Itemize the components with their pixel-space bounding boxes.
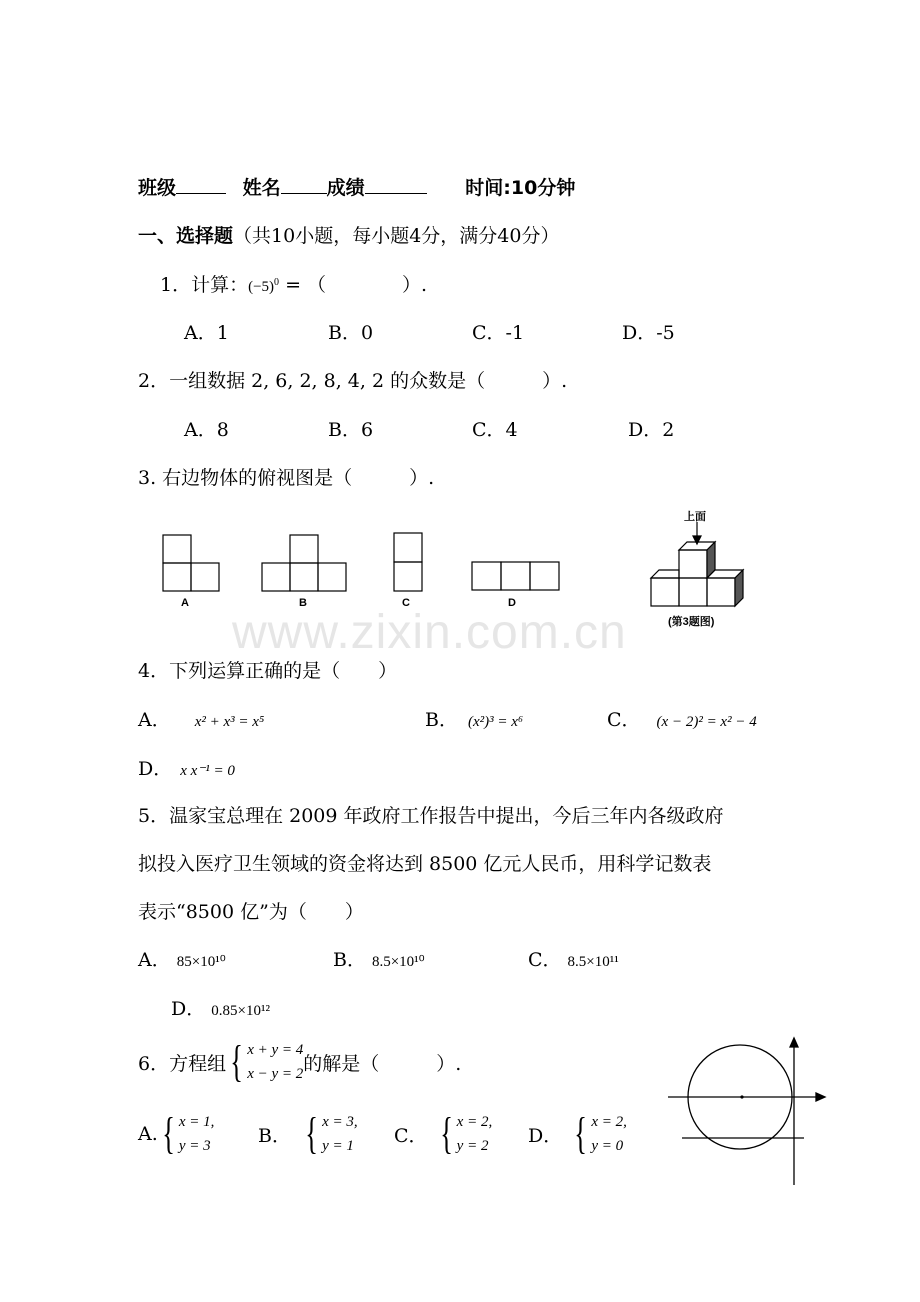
- q6-c-y: y = 2: [456, 1138, 489, 1154]
- q3-label-b: B: [299, 597, 307, 609]
- q6-option-d[interactable]: [528, 1110, 627, 1158]
- q6-brace: {: [230, 1037, 243, 1086]
- q4-c-label: C．: [607, 709, 641, 731]
- q5-option-d[interactable]: [171, 994, 270, 1021]
- score-label: 成绩: [326, 177, 365, 199]
- q6-d-y: y = 0: [591, 1138, 624, 1154]
- q6-c-label: C．: [394, 1124, 428, 1147]
- q1-option-d[interactable]: D．-5: [622, 322, 675, 344]
- q6-option-c[interactable]: [394, 1110, 492, 1158]
- q1-exp: 0: [274, 277, 280, 288]
- q4-b-expr: (x²)³ = x⁶: [467, 714, 524, 730]
- class-label: 班级: [138, 177, 177, 199]
- q6-eq2: x − y = 2: [247, 1066, 304, 1082]
- time-label: 时间:10分钟: [465, 177, 576, 199]
- q2-option-a[interactable]: A．8: [184, 419, 229, 441]
- x-axis-arrow-icon: [816, 1093, 825, 1101]
- q6-d-brace: {: [574, 1109, 588, 1158]
- question-6: [138, 1038, 461, 1086]
- q4-option-d[interactable]: [138, 754, 235, 781]
- question-5-line-3: 表示“8500 亿”为（ ）: [138, 901, 364, 923]
- q1-option-a[interactable]: A．1: [184, 322, 229, 344]
- q4-option-b[interactable]: [425, 705, 523, 732]
- q6-option-b[interactable]: [258, 1110, 358, 1158]
- q6-a-label: A.: [138, 1123, 158, 1145]
- section-title: 一、选择题: [138, 225, 234, 247]
- q5-d-expr: 0.85×10¹²: [211, 1003, 270, 1019]
- q4-option-c[interactable]: [607, 705, 757, 732]
- q3-label-a: A: [181, 597, 189, 609]
- q6-c-x: x = 2,: [456, 1114, 493, 1130]
- q6-b-brace: {: [305, 1109, 318, 1158]
- q4-d-expr: x x⁻¹ = 0: [180, 763, 235, 779]
- score-blank[interactable]: [365, 193, 427, 194]
- q6-c-brace: {: [439, 1109, 453, 1158]
- q1-option-b[interactable]: B．0: [328, 322, 374, 344]
- q6-b-x: x = 3,: [322, 1114, 358, 1130]
- q6-system: [226, 1038, 303, 1086]
- q6-eq1: x + y = 4: [247, 1042, 304, 1058]
- q5-c-label: C．: [528, 949, 562, 971]
- q4-b-label: B．: [425, 709, 458, 731]
- q4-c-expr: (x − 2)² = x² − 4: [656, 714, 757, 730]
- q3-caption: (第3题图): [668, 616, 715, 628]
- circle-axes-figure: [660, 1035, 830, 1195]
- q2-option-b[interactable]: B．6: [328, 419, 374, 441]
- question-5-line-2: 拟投入医疗卫生领域的资金将达到 8500 亿元人民币，用科学记数表: [138, 853, 712, 875]
- q3-label-c: C: [402, 597, 410, 609]
- q1-expr: [248, 279, 279, 295]
- q6-text-post: 的解是（ ）.: [303, 1052, 462, 1075]
- q6-b-label: B．: [258, 1124, 291, 1147]
- q6-d-label: D．: [528, 1124, 563, 1147]
- q6-b-y: y = 1: [322, 1138, 354, 1154]
- q3-figure-b[interactable]: [262, 535, 346, 591]
- q3-label-d: D: [508, 597, 516, 609]
- center-dot: [740, 1095, 743, 1098]
- q3-solid-object: [651, 522, 743, 606]
- q4-option-a[interactable]: [138, 705, 264, 732]
- header-line: [138, 173, 575, 200]
- q5-option-b[interactable]: [333, 945, 425, 972]
- name-blank[interactable]: [281, 193, 327, 194]
- section-note: （共10小题，每小题4分，满分40分）: [233, 225, 560, 247]
- q5-a-expr: 85×10¹⁰: [176, 954, 226, 970]
- q6-text-pre: 6．方程组: [138, 1052, 227, 1075]
- q5-option-a[interactable]: [138, 945, 226, 972]
- q5-b-expr: 8.5×10¹⁰: [371, 954, 425, 970]
- q5-b-label: B．: [333, 949, 366, 971]
- q1-base: (−5): [248, 279, 275, 295]
- q2-option-c[interactable]: C．4: [472, 419, 518, 441]
- question-5-line-1: 5．温家宝总理在 2009 年政府工作报告中提出，今后三年内各级政府: [138, 805, 724, 827]
- q5-a-label: A．: [138, 949, 171, 971]
- q6-a-x: x = 1,: [178, 1114, 215, 1130]
- y-axis-arrow-icon: [790, 1038, 798, 1047]
- q1-option-c[interactable]: C．-1: [472, 322, 525, 344]
- q6-option-a[interactable]: [138, 1110, 214, 1158]
- q3-figure-a[interactable]: [163, 535, 219, 591]
- q5-d-label: D．: [171, 998, 206, 1020]
- watermark: www.zixin.com.cn: [232, 606, 627, 659]
- q5-c-expr: 8.5×10¹¹: [567, 954, 619, 970]
- q3-top-label: 上面: [684, 511, 706, 523]
- q1-answer-paren: = （ ）.: [279, 274, 428, 296]
- section-title-line: [138, 221, 559, 248]
- q1-text: 1．计算：: [160, 274, 249, 296]
- q5-option-c[interactable]: [528, 945, 619, 972]
- question-3: 3. 右边物体的俯视图是（ ）.: [138, 467, 435, 489]
- q6-a-brace: {: [161, 1109, 175, 1158]
- q3-figure-c[interactable]: [394, 533, 422, 591]
- q4-a-expr: x² + x³ = x⁵: [194, 714, 265, 730]
- q2-option-d[interactable]: D．2: [628, 419, 675, 441]
- q6-a-y: y = 3: [178, 1138, 211, 1154]
- q4-d-label: D．: [138, 758, 173, 780]
- q6-d-x: x = 2,: [591, 1114, 627, 1130]
- q4-a-label: A．: [138, 709, 171, 731]
- q3-figure-d[interactable]: [472, 562, 559, 590]
- question-4: 4．下列运算正确的是（ ）: [138, 660, 398, 682]
- question-1: [160, 270, 427, 297]
- class-blank[interactable]: [176, 193, 226, 194]
- question-2: 2．一组数据 2, 6, 2, 8, 4, 2 的众数是（ ）.: [138, 370, 568, 392]
- name-label: 姓名: [242, 177, 281, 199]
